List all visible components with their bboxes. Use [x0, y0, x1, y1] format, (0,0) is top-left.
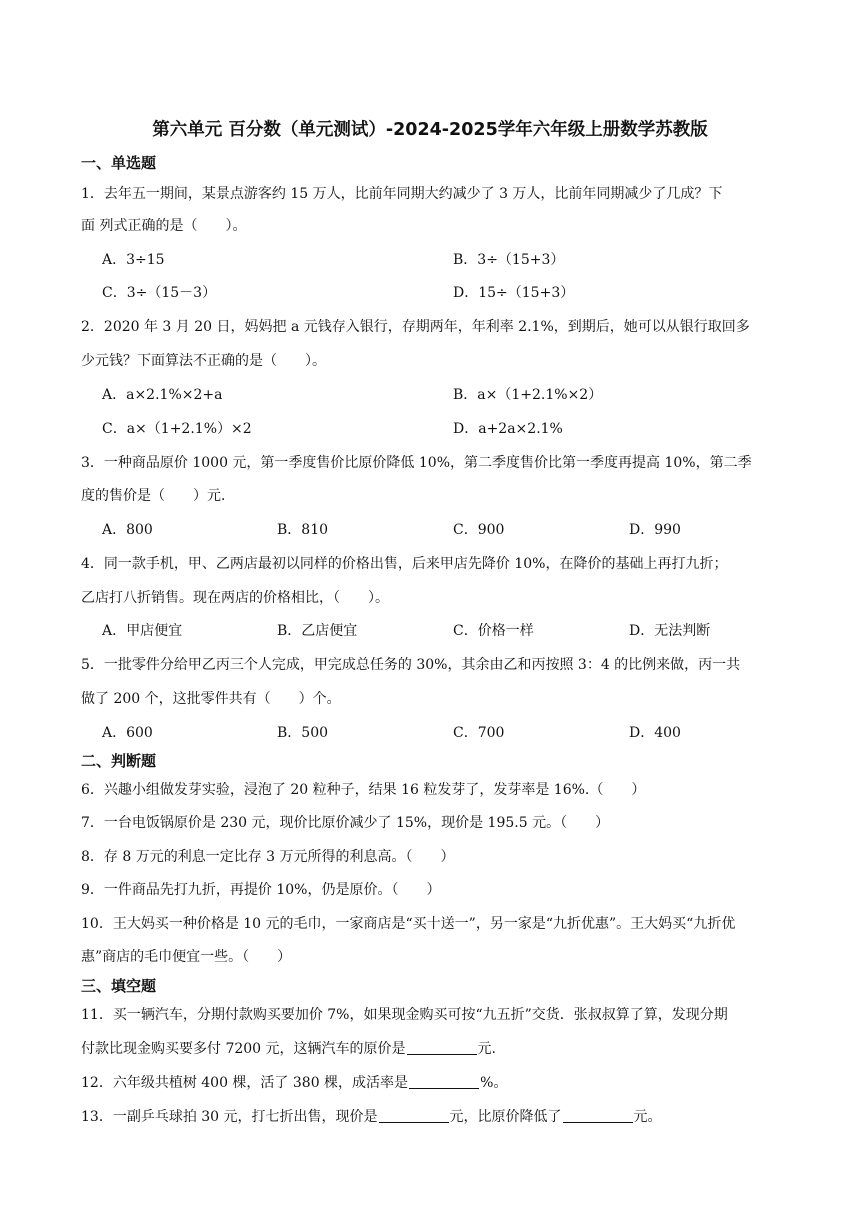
- question-12: [81, 1072, 507, 1092]
- question-4-line-1: 4．同一款手机，甲、乙两店最初以同样的价格出售，后来甲店先降价 10%，在降价的基础上再打九折；: [81, 556, 728, 572]
- question-11-text-before-blank: 付款比现金购买要多付 7200 元，这辆汽车的原价是: [81, 1041, 406, 1057]
- section-heading-single-choice: 一、单选题: [81, 154, 157, 172]
- question-7: 7．一台电饭锅原价是 230 元，现价比原价减少了 15%，现价是 195.5 元。（ ）: [81, 815, 610, 831]
- answer-blank-13-1[interactable]: [379, 1108, 449, 1123]
- question-11-text-after-blank: 元.: [477, 1041, 496, 1057]
- section-heading-fill-in: 三、填空题: [81, 977, 157, 995]
- question-1-option-d: D．15÷（15+3）: [453, 285, 575, 301]
- question-4-line-2: 乙店打八折销售。现在两店的价格相比，（ ）。: [81, 590, 389, 606]
- question-1-option-a: A．3÷15: [102, 252, 165, 268]
- answer-blank-12[interactable]: [409, 1074, 479, 1089]
- question-5-option-c: C．700: [453, 725, 505, 741]
- question-13-text-part-1: 13．一副乒乓球拍 30 元，打七折出售，现价是: [81, 1109, 378, 1125]
- question-5-option-d: D．400: [629, 725, 681, 741]
- question-12-text-before-blank: 12．六年级共植树 400 棵，活了 380 棵，成活率是: [81, 1075, 409, 1091]
- question-11-line-1: 11．买一辆汽车，分期付款购买要加价 7%，如果现金购买可按“九五折”交货．张叔叔算了算，发现分期: [81, 1007, 728, 1023]
- question-4-option-b: B．乙店便宜: [277, 623, 358, 639]
- question-5-line-1: 5．一批零件分给甲乙丙三个人完成，甲完成总任务的 30%，其余由乙和丙按照 3：4 的比例来做，丙一共: [81, 657, 741, 673]
- question-10-line-2: 惠”商店的毛巾便宜一些。（ ）: [81, 949, 292, 965]
- question-6: 6．兴趣小组做发芽实验，浸泡了 20 粒种子，结果 16 粒发芽了，发芽率是 16%.（ ）: [81, 782, 646, 798]
- question-5-option-a: A．600: [102, 725, 153, 741]
- page-title: 第六单元 百分数（单元测试）-2024-2025学年六年级上册数学苏教版: [152, 120, 708, 140]
- question-13-text-part-3: 元。: [633, 1109, 662, 1125]
- question-8: 8．存 8 万元的利息一定比存 3 万元所得的利息高。（ ）: [81, 849, 455, 865]
- answer-blank-11[interactable]: [407, 1040, 477, 1055]
- question-2-option-d: D．a+2a×2.1%: [453, 421, 563, 437]
- question-11-line-2: [81, 1038, 496, 1058]
- question-3-option-a: A．800: [102, 522, 153, 538]
- question-13-text-part-2: 元，比原价降低了: [449, 1109, 562, 1125]
- question-3-line-2: 度的售价是（ ）元．: [81, 488, 235, 504]
- question-13: [81, 1106, 662, 1126]
- question-2-option-b: B．a×（1+2.1%×2）: [453, 387, 603, 403]
- question-10-line-1: 10．王大妈买一种价格是 10 元的毛巾，一家商店是“买十送一”，另一家是“九折优惠”。王大妈买“九折优: [81, 916, 736, 932]
- question-1-line-1: 1．去年五一期间，某景点游客约 15 万人，比前年同期大约减少了 3 万人，比前年同期减少了几成？下: [81, 186, 723, 202]
- question-2-option-a: A．a×2.1%×2+a: [102, 387, 223, 403]
- question-3-line-1: 3．一种商品原价 1000 元，第一季度售价比原价降低 10%，第二季度售价比第一季度再提高 10%，第二季: [81, 455, 752, 471]
- question-12-text-after-blank: %。: [480, 1075, 508, 1091]
- question-1-option-b: B．3÷（15+3）: [453, 252, 565, 268]
- section-heading-true-false: 二、判断题: [81, 752, 157, 770]
- question-9: 9．一件商品先打九折，再提价 10%，仍是原价。（ ）: [81, 882, 441, 898]
- question-2-option-c: C．a×（1+2.1%）×2: [102, 421, 252, 437]
- question-2-line-1: 2．2020 年 3 月 20 日，妈妈把 a 元钱存入银行，存期两年，年利率 2.1%，到期后，她可以从银行取回多: [81, 319, 750, 335]
- question-1-line-2: 面 列式正确的是（ ）。: [81, 218, 247, 234]
- question-3-option-d: D．990: [629, 522, 681, 538]
- question-5-line-2: 做了 200 个，这批零件共有（ ）个。: [81, 691, 341, 707]
- answer-blank-13-2[interactable]: [563, 1108, 633, 1123]
- question-1-option-c: C．3÷（15－3）: [102, 285, 217, 301]
- question-3-option-b: B．810: [277, 522, 329, 538]
- question-5-option-b: B．500: [277, 725, 329, 741]
- question-3-option-c: C．900: [453, 522, 505, 538]
- question-4-option-d: D．无法判断: [629, 623, 711, 639]
- question-2-line-2: 少元钱？下面算法不正确的是（ ）。: [81, 353, 326, 369]
- question-4-option-a: A．甲店便宜: [102, 623, 183, 639]
- question-4-option-c: C．价格一样: [453, 623, 534, 639]
